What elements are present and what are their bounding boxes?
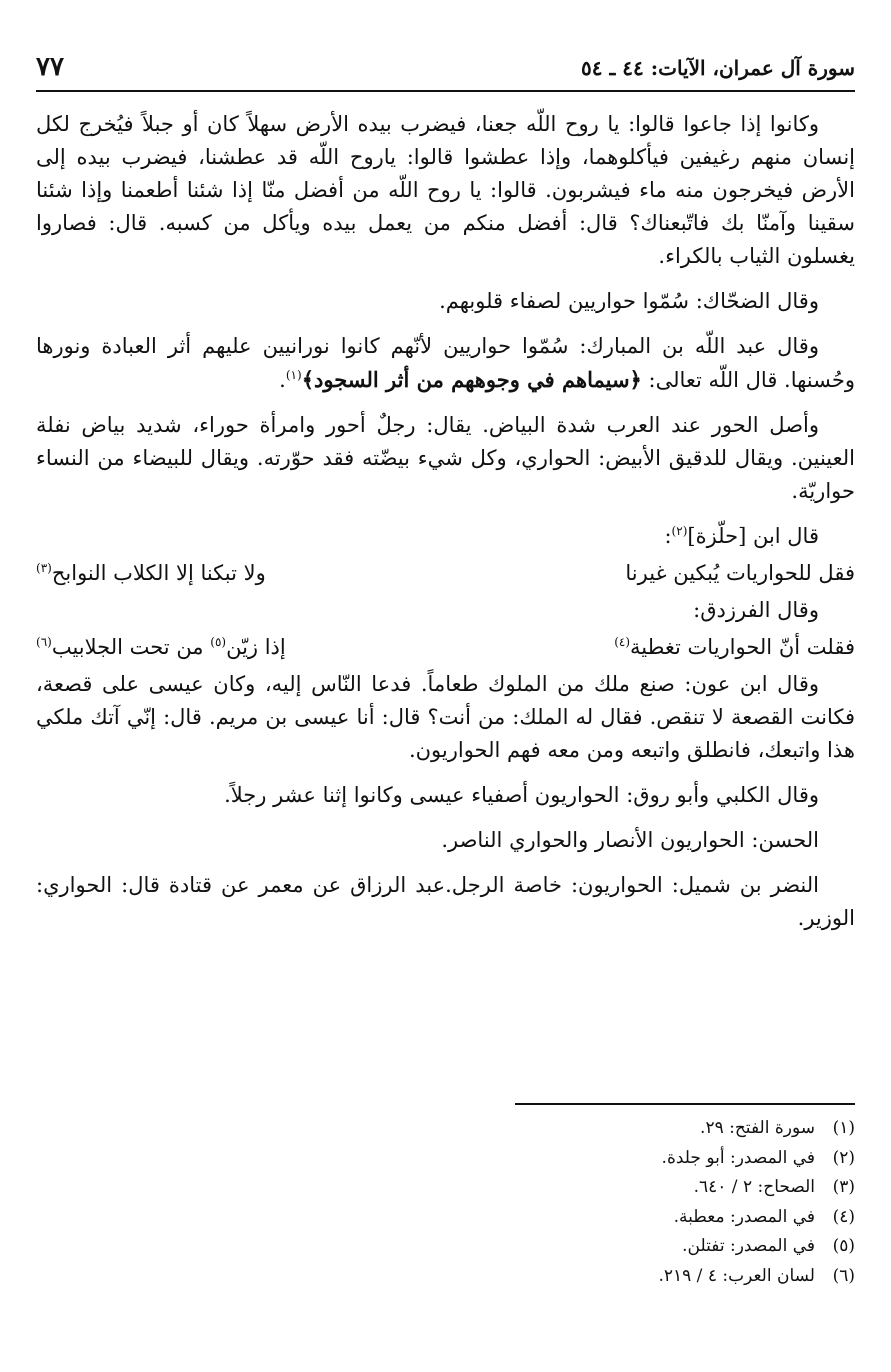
verse-1 <box>36 557 855 590</box>
paragraph-5-text: قال ابن [حلّزة] <box>687 524 819 548</box>
footnote-3 <box>658 1173 855 1203</box>
paragraph-3-end: . <box>279 368 286 392</box>
footnote-text: الصحاح: ٢ / ٦٤٠. <box>693 1177 815 1197</box>
paragraph-3-text: وقال عبد اللّه بن المبارك: سُمّوا حواريين لأنّهم كانوا نورانيين عليهم أثر العبادة ونورها وحُسنها. قال اللّه تعالى: <box>36 334 855 392</box>
footnote-number: (٦) <box>832 1265 855 1286</box>
footnote-text: في المصدر: تفتلن. <box>682 1236 815 1256</box>
paragraph-10: النضر بن شميل: الحواريون: خاصة الرجل.عبد الرزاق عن معمر عن قتادة قال: الحواري: الوزير. <box>36 873 855 930</box>
verse-1-first-hemistich: فقل للحواريات يُبكين غيرنا <box>625 561 855 585</box>
verse-2 <box>36 631 855 664</box>
footnote-ref-4: (٤) <box>614 635 631 649</box>
paragraph-5 <box>36 520 855 553</box>
footnote-text: في المصدر: معطبة. <box>673 1206 815 1227</box>
footnote-number: (١) <box>832 1118 855 1138</box>
verse-2-first-text: فقلت أنّ الحواريات تغطية <box>630 635 855 659</box>
page-number: ٧٧ <box>36 52 64 82</box>
footnote-ref-2: (٢) <box>671 524 688 538</box>
paragraph-5-end: : <box>664 524 672 548</box>
verse-2-second-text-a: إذا زيّن <box>226 635 286 659</box>
footnote-ref-1: (١) <box>285 368 302 382</box>
footnote-text: لسان العرب: ٤ / ٢١٩. <box>658 1265 815 1286</box>
footnote-6 <box>658 1262 855 1292</box>
main-text <box>36 108 855 947</box>
paragraph-3 <box>36 330 855 397</box>
paragraph-6: وقال الفرزدق: <box>693 598 819 622</box>
footnote-ref-6: (٦) <box>36 635 52 649</box>
footnote-ref-5: (٥) <box>210 635 227 649</box>
verse-2-second-text-b: من تحت الجلابيب <box>51 635 204 659</box>
footnote-5 <box>658 1232 855 1262</box>
verse-1-second-hemistich <box>36 557 266 590</box>
verse-2-first-hemistich <box>614 631 855 664</box>
footnotes <box>658 1114 855 1291</box>
paragraph-8: وقال الكلبي وأبو روق: الحواريون أصفياء عيسى وكانوا إثنا عشر رجلاً. <box>224 783 819 807</box>
verse-1-second-text: ولا تبكنا إلا الكلاب النوابح <box>51 561 266 585</box>
footnote-ref-3: (٣) <box>36 561 52 575</box>
paragraph-1: وكانوا إذا جاعوا قالوا: يا روح اللّه جعنا، فيضرب بيده الأرض سهلاً كان أو جبلاً فيُخرج لكل إنسان منهم رغيفين فيأكلوهما، وإذا عطشوا قالوا: ياروح اللّه قد عطشنا، فيضرب بيده إلى الأرض فيخرجون منه ماء فيشربون. قالوا: يا روح اللّه من أفضل منّا إذا شئنا أطعمنا وإذا شئنا سقينا وآمنّا بك فاتّبعناك؟ قال: أفضل منكم من يعمل بيده ويأكل من كسبه. قال: فصاروا يغسلون الثياب بالكراء. <box>36 112 855 268</box>
footnote-text: سورة الفتح: ٢٩. <box>700 1118 815 1138</box>
paragraph-7: وقال ابن عون: صنع ملك من الملوك طعاماً. فدعا النّاس إليه، وكان عيسى على قصعة، فكانت القصعة لا تنقص. فقال له الملك: من أنت؟ قال: أنا عيسى بن مريم. قال: إنّي آتك ملكي هذا واتبعك، فانطلق واتبعه ومن معه فهم الحواريون. <box>36 672 855 762</box>
header-rule <box>36 90 855 92</box>
footnote-4 <box>658 1203 855 1233</box>
verse-2-second-hemistich <box>36 631 286 664</box>
footnote-number: (٢) <box>832 1147 855 1168</box>
footnote-2 <box>658 1144 855 1174</box>
footnote-rule <box>515 1103 855 1105</box>
footnote-1 <box>658 1114 855 1144</box>
paragraph-4: وأصل الحور عند العرب شدة البياض. يقال: رجلٌ أحور وامرأة حوراء، شديد بياض نفلة العينين. ويقال للدقيق الأبيض: الحواري، وكل شيء بيضّته فقد حوّرته. ويقال للبيضاء من النساء حواريّة. <box>36 413 855 503</box>
footnote-number: (٣) <box>832 1177 855 1197</box>
footnote-number: (٤) <box>832 1206 855 1227</box>
quran-quote: ﴿سيماهم في وجوههم من أثر السجود﴾ <box>301 367 642 392</box>
paragraph-2: وقال الضحّاك: سُمّوا حواريين لصفاء قلوبهم. <box>439 289 819 313</box>
page-header <box>36 52 855 92</box>
footnote-number: (٥) <box>832 1236 855 1256</box>
footnote-text: في المصدر: أبو جلدة. <box>661 1147 815 1168</box>
running-title: سورة آل عمران، الآيات: ٤٤ ـ ٥٤ <box>581 56 855 80</box>
paragraph-9: الحسن: الحواريون الأنصار والحواري الناصر. <box>441 828 819 852</box>
